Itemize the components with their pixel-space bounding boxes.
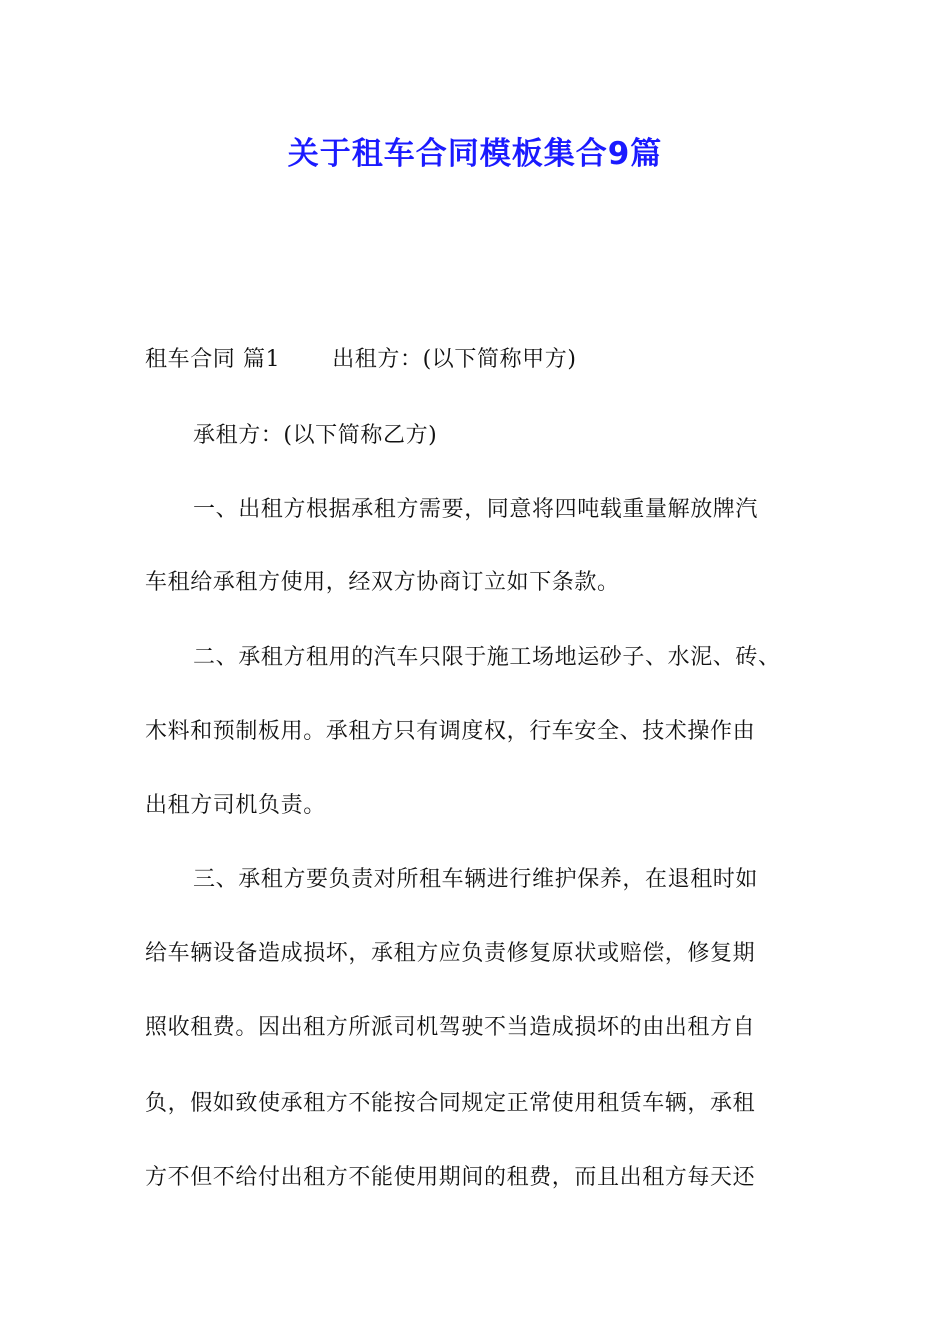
clause-3-line-4: 负，假如致使承租方不能按合同规定正常使用租赁车辆，承租: [145, 1091, 756, 1116]
clause-1-line-1: 一、出租方根据承租方需要，同意将四吨载重量解放牌汽: [193, 497, 759, 522]
clause-3-line-1: 三、承租方要负责对所租车辆进行维护保养，在退租时如: [193, 867, 759, 892]
clause-3-line-5: 方不但不给付出租方不能使用期间的租费，而且出租方每天还: [145, 1165, 756, 1190]
clause-2-line-1: 二、承租方租用的汽车只限于施工场地运砂子、水泥、砖、: [193, 645, 781, 670]
clause-2-line-2: 木料和预制板用。承租方只有调度权，行车安全、技术操作由: [145, 719, 756, 744]
clause-3-line-2: 给车辆设备造成损坏，承租方应负责修复原状或赔偿，修复期: [145, 941, 756, 966]
paragraph-heading-line: [145, 344, 845, 376]
clause-2-line-3: 出租方司机负责。: [145, 793, 326, 818]
lessee-line: 承租方：(以下简称乙方): [193, 423, 438, 448]
document-title: 关于租车合同模板集合9篇: [287, 136, 663, 172]
clause-1-line-2: 车租给承租方使用，经双方协商订立如下条款。: [145, 570, 620, 595]
section-label: 租车合同 篇1: [145, 347, 281, 372]
clause-3-line-3: 照收租费。因出租方所派司机驾驶不当造成损坏的由出租方自: [145, 1015, 756, 1040]
lessor-line: 出租方：(以下简称甲方): [332, 347, 577, 372]
